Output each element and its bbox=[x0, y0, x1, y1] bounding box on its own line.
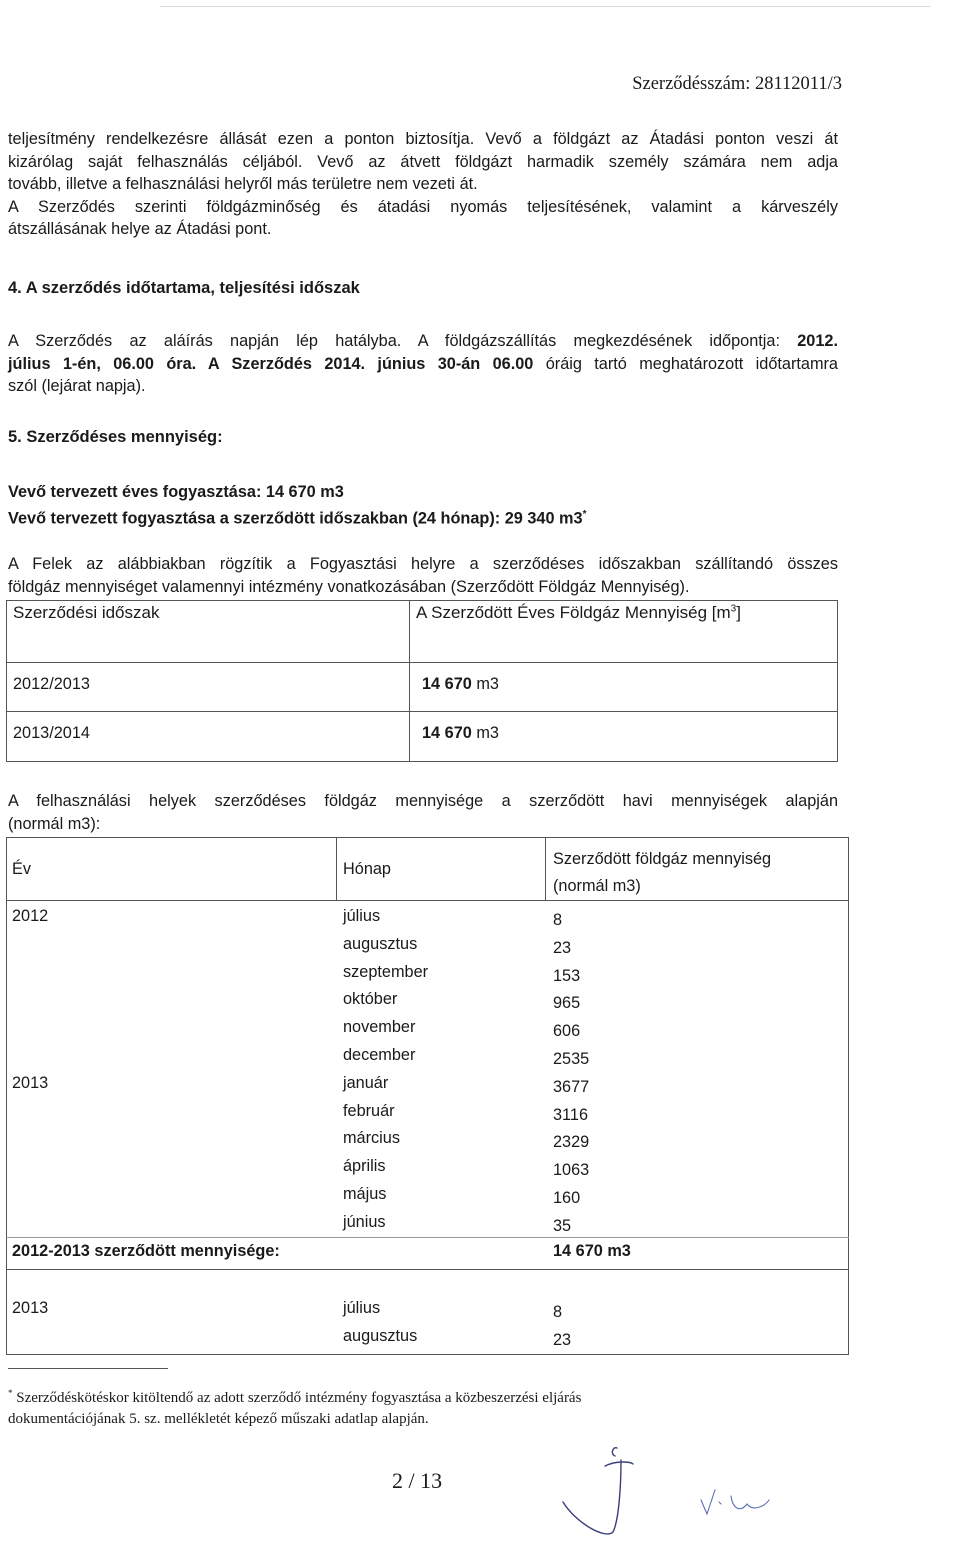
table2-month: október bbox=[343, 990, 398, 1009]
intro-line: tovább, illetve a felhasználási helyről más területre nem vezeti át. bbox=[8, 175, 478, 193]
section-5-line: A Felek az alábbiakban rögzítik a Fogyasztási helyre a szerződéses időszakban szállítandó összes bbox=[8, 555, 838, 573]
page-number: 2 / 13 bbox=[392, 1468, 443, 1493]
table2-header-quantity bbox=[553, 846, 771, 900]
table1-quantity bbox=[422, 724, 499, 743]
table1-quantity-unit: m3 bbox=[471, 675, 499, 693]
table1-row-quantity-cell bbox=[409, 662, 838, 712]
signature-stroke bbox=[563, 1448, 633, 1534]
table1-row-quantity-cell bbox=[409, 711, 838, 762]
section-5-line: földgáz mennyiséget valamennyi intézmény vonatkozásában (Szerződött Földgáz Mennyiség). bbox=[8, 577, 690, 596]
table1-period: 2013/2014 bbox=[13, 724, 90, 742]
annual-consumption: Vevő tervezett éves fogyasztása: 14 670 m3 bbox=[8, 483, 344, 501]
table2-quantity: 3677 bbox=[553, 1077, 590, 1096]
footnote-text: Szerződéskötéskor kitöltendő az adott szerződő intézmény fogyasztása a közbeszerzési eljárás bbox=[12, 1390, 582, 1406]
section-4-text: óráig tartó meghatározott időtartamra bbox=[533, 354, 838, 373]
section-4-line bbox=[8, 353, 838, 376]
table2-quantity: 35 bbox=[553, 1216, 572, 1235]
table2-quantity: 153 bbox=[553, 966, 581, 985]
table2-year: 2012 bbox=[12, 907, 49, 925]
table2-month: április bbox=[343, 1157, 386, 1176]
section-5-paragraph bbox=[8, 553, 838, 598]
table2-month: augusztus bbox=[343, 934, 418, 953]
contract-number: Szerződésszám: 28112011/3 bbox=[632, 74, 842, 94]
section-4-line bbox=[8, 330, 838, 353]
table1-quantity bbox=[422, 675, 499, 694]
table2-header-month: Hónap bbox=[343, 860, 391, 878]
monthly-intro-line: A felhasználási helyek szerződéses földgáz mennyisége a szerződött havi mennyiségek alapján bbox=[8, 792, 838, 810]
period-consumption-text: Vevő tervezett fogyasztása a szerződött időszakban (24 hónap): 29 340 m3 bbox=[8, 509, 583, 528]
table2-header-quantity-line: Szerződött földgáz mennyiség bbox=[553, 850, 772, 868]
table1-header-quantity-cell bbox=[409, 600, 838, 663]
footnote-line bbox=[8, 1383, 581, 1409]
section-4-heading: 4. A szerződés időtartama, teljesítési időszak bbox=[8, 279, 360, 297]
table2-month: július bbox=[343, 907, 381, 925]
table2-year: 2013 bbox=[12, 1073, 49, 1092]
table1-header-period-cell bbox=[6, 600, 410, 663]
table2-quantity: 8 bbox=[553, 911, 563, 929]
table2-quantity: 8 bbox=[553, 1303, 563, 1321]
section-5-heading: 5. Szerződéses mennyiség: bbox=[8, 428, 223, 446]
table2-quantity: 23 bbox=[553, 1331, 572, 1349]
monthly-intro-line: (normál m3): bbox=[8, 814, 101, 833]
initials-stroke bbox=[701, 1490, 769, 1514]
footnote-separator bbox=[8, 1368, 168, 1369]
table2-total-value: 14 670 m3 bbox=[553, 1242, 631, 1260]
signature bbox=[555, 1440, 815, 1540]
table2-month: január bbox=[343, 1073, 389, 1092]
footnote-line: dokumentációjának 5. sz. mellékletét képező műszaki adatlap alapján. bbox=[8, 1411, 429, 1427]
table2-month: augusztus bbox=[343, 1327, 418, 1345]
table2-quantity: 23 bbox=[553, 938, 572, 957]
table2-divider bbox=[6, 1237, 849, 1238]
table1-row-period-cell bbox=[6, 662, 410, 712]
section-4-bold: július 1-én, 06.00 óra. A Szerződés 2014. június 30-án 06.00 bbox=[8, 354, 534, 373]
table1-quantity-value: 14 670 bbox=[422, 675, 472, 693]
intro-line: teljesítmény rendelkezésre állását ezen a ponton biztosítja. Vevő a földgázt az Átadási ponton veszi át bbox=[8, 130, 838, 148]
intro-line: átszállásának helye az Átadási pont. bbox=[8, 220, 272, 238]
table2-header-quantity-line: (normál m3) bbox=[553, 877, 641, 895]
table2-month: szeptember bbox=[343, 962, 429, 981]
period-consumption bbox=[8, 504, 586, 530]
table2-month: december bbox=[343, 1046, 416, 1064]
section-4-paragraph bbox=[8, 330, 838, 398]
intro-paragraph bbox=[8, 128, 838, 241]
section-4-bold: 2012. bbox=[797, 332, 838, 350]
table2-quantity: 965 bbox=[553, 994, 581, 1013]
table2-total-label: 2012-2013 szerződött mennyisége: bbox=[12, 1242, 280, 1260]
table2-divider bbox=[6, 1269, 849, 1270]
intro-line: A Szerződés szerinti földgázminőség és átadási nyomás teljesítésének, valamint a kárveszély bbox=[8, 197, 838, 216]
footnote-mark: * bbox=[582, 509, 587, 520]
table1-header-period: Szerződési időszak bbox=[13, 603, 160, 622]
table2-frame bbox=[6, 837, 849, 1355]
table1-header-sup: 3 bbox=[730, 603, 737, 615]
table2-month: február bbox=[343, 1101, 395, 1120]
intro-line: kizárólag saját felhasználás céljából. Vevő az átvett földgázt harmadik személy számára nem adja bbox=[8, 152, 838, 171]
top-scan-line bbox=[160, 6, 930, 7]
table2-divider bbox=[545, 837, 546, 901]
table1-header-close: ] bbox=[736, 603, 741, 622]
monthly-intro bbox=[8, 790, 838, 835]
table2-quantity: 606 bbox=[553, 1022, 581, 1041]
footnote-mark: * bbox=[8, 1388, 13, 1398]
section-4-text: A Szerződés az aláírás napján lép hatályba. A földgázszállítás megkezdésének időpontja: bbox=[8, 332, 798, 350]
table1-row-period-cell bbox=[6, 711, 410, 762]
table1-quantity-value: 14 670 bbox=[422, 724, 472, 742]
table2-header-year: Év bbox=[12, 860, 32, 878]
table2-divider bbox=[336, 837, 337, 901]
table2-quantity: 2535 bbox=[553, 1050, 590, 1068]
table2-quantity: 3116 bbox=[553, 1105, 589, 1124]
section-4-line: szól (lejárat napja). bbox=[8, 377, 146, 395]
table2-month: július bbox=[343, 1299, 381, 1317]
table2-month: május bbox=[343, 1185, 387, 1203]
table1-period: 2012/2013 bbox=[13, 675, 90, 693]
table1-quantity-unit: m3 bbox=[471, 724, 499, 742]
table2-year: 2013 bbox=[12, 1299, 49, 1317]
table2-quantity: 160 bbox=[553, 1189, 581, 1207]
table1-header-quantity bbox=[416, 603, 741, 623]
table2-month: november bbox=[343, 1018, 416, 1037]
footnote bbox=[8, 1383, 581, 1430]
table2-month: március bbox=[343, 1129, 400, 1148]
table1-header-quantity-text: A Szerződött Éves Földgáz Mennyiség [m bbox=[416, 603, 731, 622]
table2-divider bbox=[6, 900, 849, 901]
table2-quantity: 2329 bbox=[553, 1133, 590, 1152]
table2-quantity: 1063 bbox=[553, 1161, 590, 1180]
table2-month: június bbox=[343, 1212, 386, 1231]
